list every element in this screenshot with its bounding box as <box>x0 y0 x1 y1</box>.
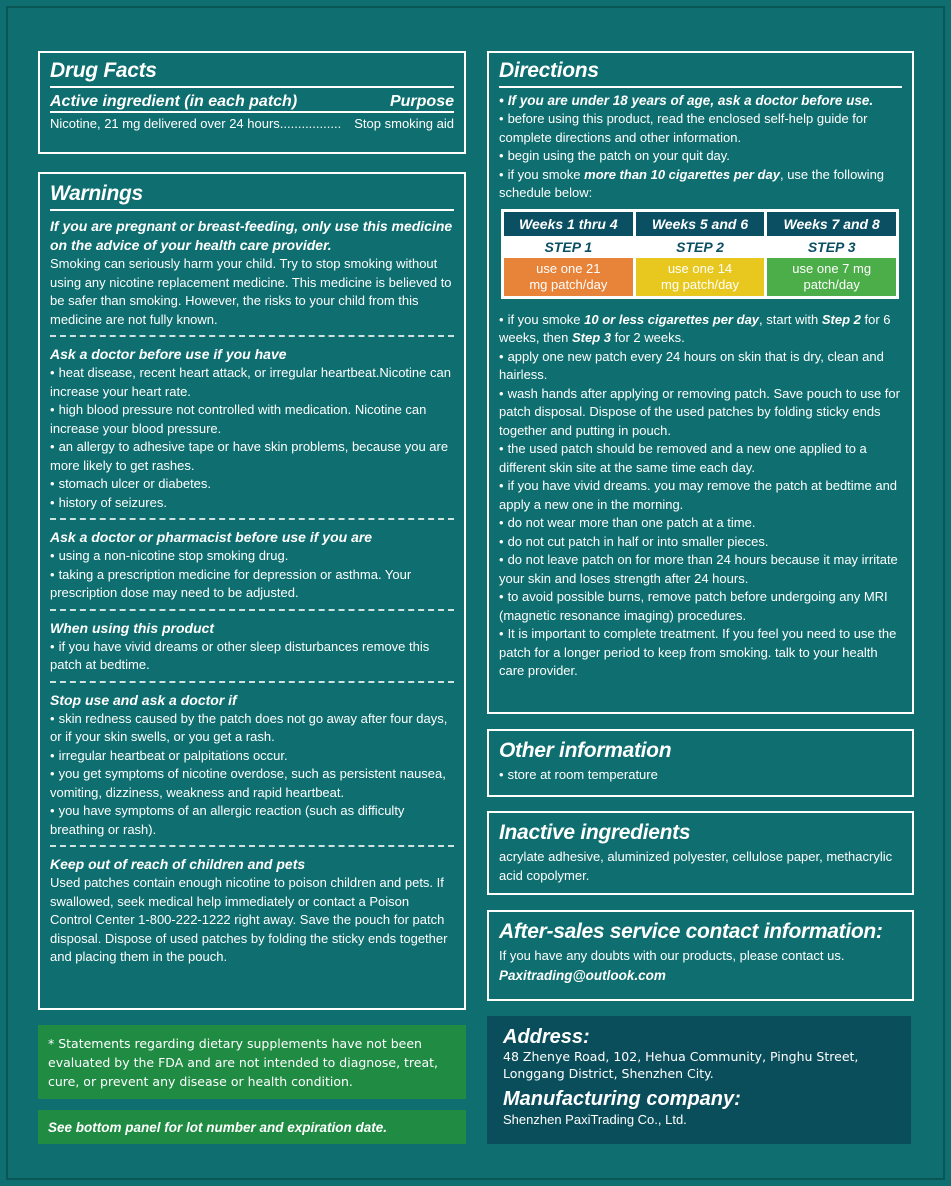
list-item: • wash hands after applying or removing patch. Save pouch to use for patch disposal. Dispose of the used patches by folding sticky ends together and putting in pouch. <box>499 385 902 441</box>
schedule-weeks-row <box>504 212 896 236</box>
ask-pharmacist-heading: Ask a doctor or pharmacist before use if you are <box>50 529 373 545</box>
divider <box>50 335 454 337</box>
dosing-schedule-table <box>501 209 899 299</box>
after-sales-panel <box>487 910 914 1001</box>
drug-facts-panel <box>38 51 466 154</box>
ask-pharmacist-list <box>50 547 454 603</box>
fda-statement-box <box>38 1025 466 1099</box>
list-item: • irregular heartbeat or palpitations occur. <box>50 747 454 766</box>
when-using-list <box>50 638 454 675</box>
list-item <box>499 166 902 203</box>
list-item: • apply one new patch every 24 hours on skin that is dry, clean and hairless. <box>499 348 902 385</box>
list-item: • do not cut patch in half or into smaller pieces. <box>499 533 902 552</box>
other-information-title: Other information <box>499 739 672 762</box>
divider <box>50 609 454 611</box>
fda-statement-text: * Statements regarding dietary supplements have not been evaluated by the FDA and are not intended to diagnose, treat, cure, or prevent any disease or health condition. <box>48 1036 439 1089</box>
manufacturer-title: Manufacturing company: <box>503 1088 741 1110</box>
contact-email: Paxitrading@outlook.com <box>499 967 666 983</box>
directions-list-continued <box>499 311 902 681</box>
text-run: if you smoke <box>507 166 585 182</box>
text-run: , use the following schedule below: <box>499 166 885 200</box>
divider <box>50 518 454 520</box>
active-ingredient-row <box>50 115 454 134</box>
list-item: • history of seizures. <box>50 494 454 513</box>
list-item: • It is important to complete treatment. If you feel you need to use the patch for a longer period to keep from smoking. talk to your health care provider. <box>499 625 902 681</box>
list-item: • high blood pressure not controlled with medication. Nicotine can increase your blood pressure. <box>50 401 454 438</box>
directions-title: Directions <box>499 59 902 88</box>
text-run: if you smoke <box>507 311 585 327</box>
list-item: • store at room temperature <box>499 766 902 785</box>
schedule-step-cell: STEP 3 <box>767 236 896 258</box>
pregnant-warning-text: Smoking can seriously harm your child. Try to stop smoking without using any nicotine replacement medicine. This medicine is believed to be safer than smoking. However, the risks to your child from this medicine are not fully known. <box>50 256 452 327</box>
keep-out-heading: Keep out of reach of children and pets <box>50 856 306 872</box>
active-ingredient-header-row <box>50 92 454 113</box>
list-item: • taking a prescription medicine for depression or asthma. Your prescription dose may need to be adjusted. <box>50 566 454 603</box>
ask-doctor-list <box>50 364 454 512</box>
address-box <box>487 1016 911 1144</box>
schedule-doses-row <box>504 258 896 296</box>
purpose-header: Purpose <box>389 93 454 110</box>
schedule-weeks-cell: Weeks 5 and 6 <box>636 212 765 236</box>
emphasis-text: 10 or less cigarettes per day <box>584 311 760 327</box>
list-item: • heat disease, recent heart attack, or irregular heartbeat.Nicotine can increase your heart rate. <box>50 364 454 401</box>
schedule-dose-cell: use one 21 mg patch/day <box>504 258 633 296</box>
when-using-heading: When using this product <box>50 619 215 636</box>
warnings-title: Warnings <box>50 182 454 211</box>
under-18-warning: • If you are under 18 years of age, ask a doctor before use. <box>499 91 902 110</box>
emphasis-text: more than 10 cigarettes per day <box>584 166 780 182</box>
directions-panel <box>487 51 914 714</box>
divider <box>50 681 454 683</box>
text-run: for 6 weeks, then <box>499 311 891 345</box>
list-item: • if you have vivid dreams or other sleep disturbances remove this patch at bedtime. <box>50 638 454 675</box>
address-title: Address: <box>503 1026 590 1048</box>
list-item: • you get symptoms of nicotine overdose, such as persistent nausea, vomiting, dizziness, weakness and rapid heartbeat. <box>50 765 454 802</box>
purpose-value: Stop smoking aid <box>354 116 454 131</box>
list-item: • an allergy to adhesive tape or have skin problems, because you are more likely to get rashes. <box>50 438 454 475</box>
emphasis-text: Step 3 <box>572 330 612 345</box>
ask-doctor-heading: Ask a doctor before use if you have <box>50 346 287 362</box>
drug-facts-title: Drug Facts <box>50 59 454 88</box>
warnings-panel <box>38 172 466 1010</box>
stop-use-heading: Stop use and ask a doctor if <box>50 691 237 708</box>
list-item: • before using this product, read the enclosed self-help guide for complete directions and other information. <box>499 110 902 147</box>
directions-list <box>499 91 902 203</box>
list-item: • stomach ulcer or diabetes. <box>50 475 454 494</box>
keep-out-text: Used patches contain enough nicotine to poison children and pets. If swallowed, seek medical help immediately or contact a Poison Control Center 1-800-222-1222 right away. Save the pouch for patch disposal. Dispose of used patches by folding the sticky ends together and placing them in the pouch. <box>50 875 448 964</box>
list-item: • do not leave patch on for more than 24 hours because it may irritate your skin and loses strength after 24 hours. <box>499 551 902 588</box>
list-item: • using a non-nicotine stop smoking drug. <box>50 547 454 566</box>
schedule-dose-cell: use one 14 mg patch/day <box>636 258 765 296</box>
other-information-list <box>499 766 902 785</box>
text-run: for 2 weeks. <box>611 330 685 345</box>
inactive-ingredients-title: Inactive ingredients <box>499 821 691 844</box>
schedule-step-cell: STEP 1 <box>504 236 633 258</box>
stop-use-list <box>50 710 454 840</box>
list-item <box>499 311 902 348</box>
list-item: • the used patch should be removed and a new one applied to a different skin site at the same time each day. <box>499 440 902 477</box>
schedule-step-cell: STEP 2 <box>636 236 765 258</box>
lot-number-text: See bottom panel for lot number and expiration date. <box>48 1120 388 1135</box>
schedule-steps-row <box>504 236 896 258</box>
active-ingredient-header: Active ingredient (in each patch) <box>50 93 298 110</box>
after-sales-text: If you have any doubts with our products, please contact us. <box>499 948 845 963</box>
divider <box>50 845 454 847</box>
address-text: 48 Zhenye Road, 102, Hehua Community, Pinghu Street, Longgang District, Shenzhen City. <box>503 1049 859 1081</box>
list-item: • you have symptoms of an allergic reaction (such as difficulty breathing or rash). <box>50 802 454 839</box>
other-information-panel <box>487 729 914 797</box>
schedule-weeks-cell: Weeks 1 thru 4 <box>504 212 633 236</box>
list-item: • do not wear more than one patch at a time. <box>499 514 902 533</box>
manufacturer-name: Shenzhen PaxiTrading Co., Ltd. <box>503 1112 687 1127</box>
list-item: • if you have vivid dreams. you may remove the patch at bedtime and apply a new one in the morning. <box>499 477 902 514</box>
active-ingredient-value: Nicotine, 21 mg delivered over 24 hours................. <box>50 116 342 131</box>
list-item: • begin using the patch on your quit day. <box>499 147 902 166</box>
pregnant-warning-heading: If you are pregnant or breast-feeding, only use this medicine on the advice of your health care provider. <box>50 218 453 253</box>
inactive-ingredients-text: acrylate adhesive, aluminized polyester, cellulose paper, methacrylic acid copolymer. <box>499 849 893 883</box>
emphasis-text: Step 2 <box>821 311 861 327</box>
list-item: • skin redness caused by the patch does not go away after four days, or if your skin swells, or you get a rash. <box>50 710 454 747</box>
after-sales-title: After-sales service contact information: <box>499 920 883 943</box>
schedule-weeks-cell: Weeks 7 and 8 <box>767 212 896 236</box>
schedule-dose-cell: use one 7 mg patch/day <box>767 258 896 296</box>
lot-number-box <box>38 1110 466 1144</box>
inactive-ingredients-panel <box>487 811 914 895</box>
list-item: • to avoid possible burns, remove patch before undergoing any MRI (magnetic resonance imaging) procedures. <box>499 588 902 625</box>
text-run: , start with <box>759 311 822 327</box>
